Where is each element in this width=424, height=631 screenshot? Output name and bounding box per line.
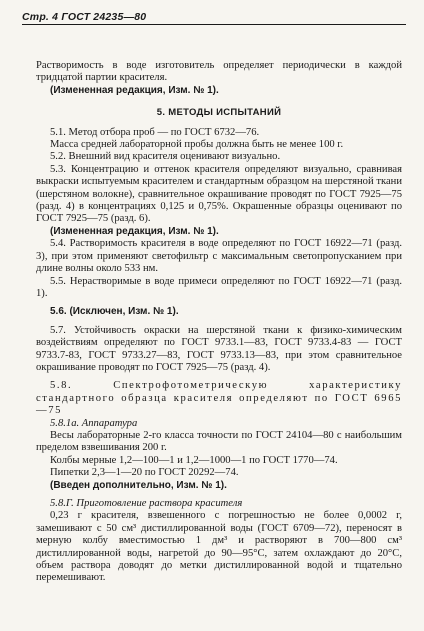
paragraph: (Измененная редакция, Изм. № 1). (50, 225, 219, 237)
paragraph: 0,23 г красителя, взвешенного с погрешностью не более 0,0002 г, замешивают с 50 см³ дистиллированной воды (ГОСТ 6709—72), переносят в мерную колбу вместимостью 1 дм³ и растворяют в 700—800 см³ дистиллированной воды, нагретой до 90—95°С, затем охлаждают до 20°С, объем раствора доводят до метки дистиллированной водой и тщательно перемешивают. (36, 510, 402, 584)
section-heading: 5. МЕТОДЫ ИСПЫТАНИЙ (156, 107, 282, 119)
paragraph: 5.3. Концентрацию и оттенок красителя определяют визуально, сравнивая выкраски испытуемым красителем и стандартным образцом на шерстяной ткани (шерстяном волокне), сравнительное окрашивание проводят по ГОСТ 7925—75 (разд. 4) в концентрациях 0,125 и 0,75%. Окрашенные образцы оценивают по ГОСТ 7925—75 (разд. 6). (36, 163, 402, 225)
paragraph: 5.6. (Исключен, Изм. № 1). (50, 306, 179, 318)
paragraph: 5.8.1а. Аппаратура (50, 417, 138, 429)
paragraph: 5.8.Г. Приготовление раствора красителя (50, 498, 243, 509)
paragraph: 5.2. Внешний вид красителя оценивают визуально. (50, 151, 281, 163)
paragraph: Масса средней лабораторной пробы должна быть не менее 100 г. (50, 139, 344, 151)
page-header: Стр. 4 ГОСТ 24235—80 (22, 11, 147, 23)
paragraph: (Введен дополнительно, Изм. № 1). (50, 479, 227, 491)
paragraph: Весы лабораторные 2-го класса точности по ГОСТ 24104—80 с наибольшим пределом взвешивания 200 г. (36, 429, 402, 454)
paragraph: Растворимость в воде изготовитель определяет периодически в каждой тридцатой партии красителя. (36, 60, 402, 84)
paragraph: (Измененная редакция, Изм. № 1). (50, 84, 219, 96)
paragraph: 5.4. Растворимость красителя в воде определяют по ГОСТ 16922—71 (разд. 3), при этом применяют светофильтр с максимальным светопропусканием при длине волны около 533 нм. (36, 238, 402, 275)
paragraph: 5.5. Нерастворимые в воде примеси определяют по ГОСТ 16922—71 (разд. 1). (36, 275, 402, 299)
paragraph: 5.7. Устойчивость окраски на шерстяной ткани к физико-химическим воздействиям определяют по ГОСТ 9733.1—83, ГОСТ 9733.4-83 — ГОСТ 9733.7-83, ГОСТ 9733.27—83, ГОСТ 9733.13—83, при этом сравнительное окрашивание проводят по ГОСТ 7925—75 (разд. 4). (36, 324, 402, 373)
paragraph: 5.8. Спектрофотометрическую характеристику стандартного образца красителя определяют по ГОСТ 6965—75 (36, 380, 402, 417)
paragraph: Колбы мерные 1,2—100—1 и 1,2—1000—1 по ГОСТ 1770—74. (50, 454, 338, 466)
header-rule (22, 24, 406, 25)
document-body (36, 60, 402, 585)
paragraph: Пипетки 2,3—1—20 по ГОСТ 20292—74. (50, 467, 239, 479)
paragraph: 5.1. Метод отбора проб — по ГОСТ 6732—76. (50, 126, 260, 138)
